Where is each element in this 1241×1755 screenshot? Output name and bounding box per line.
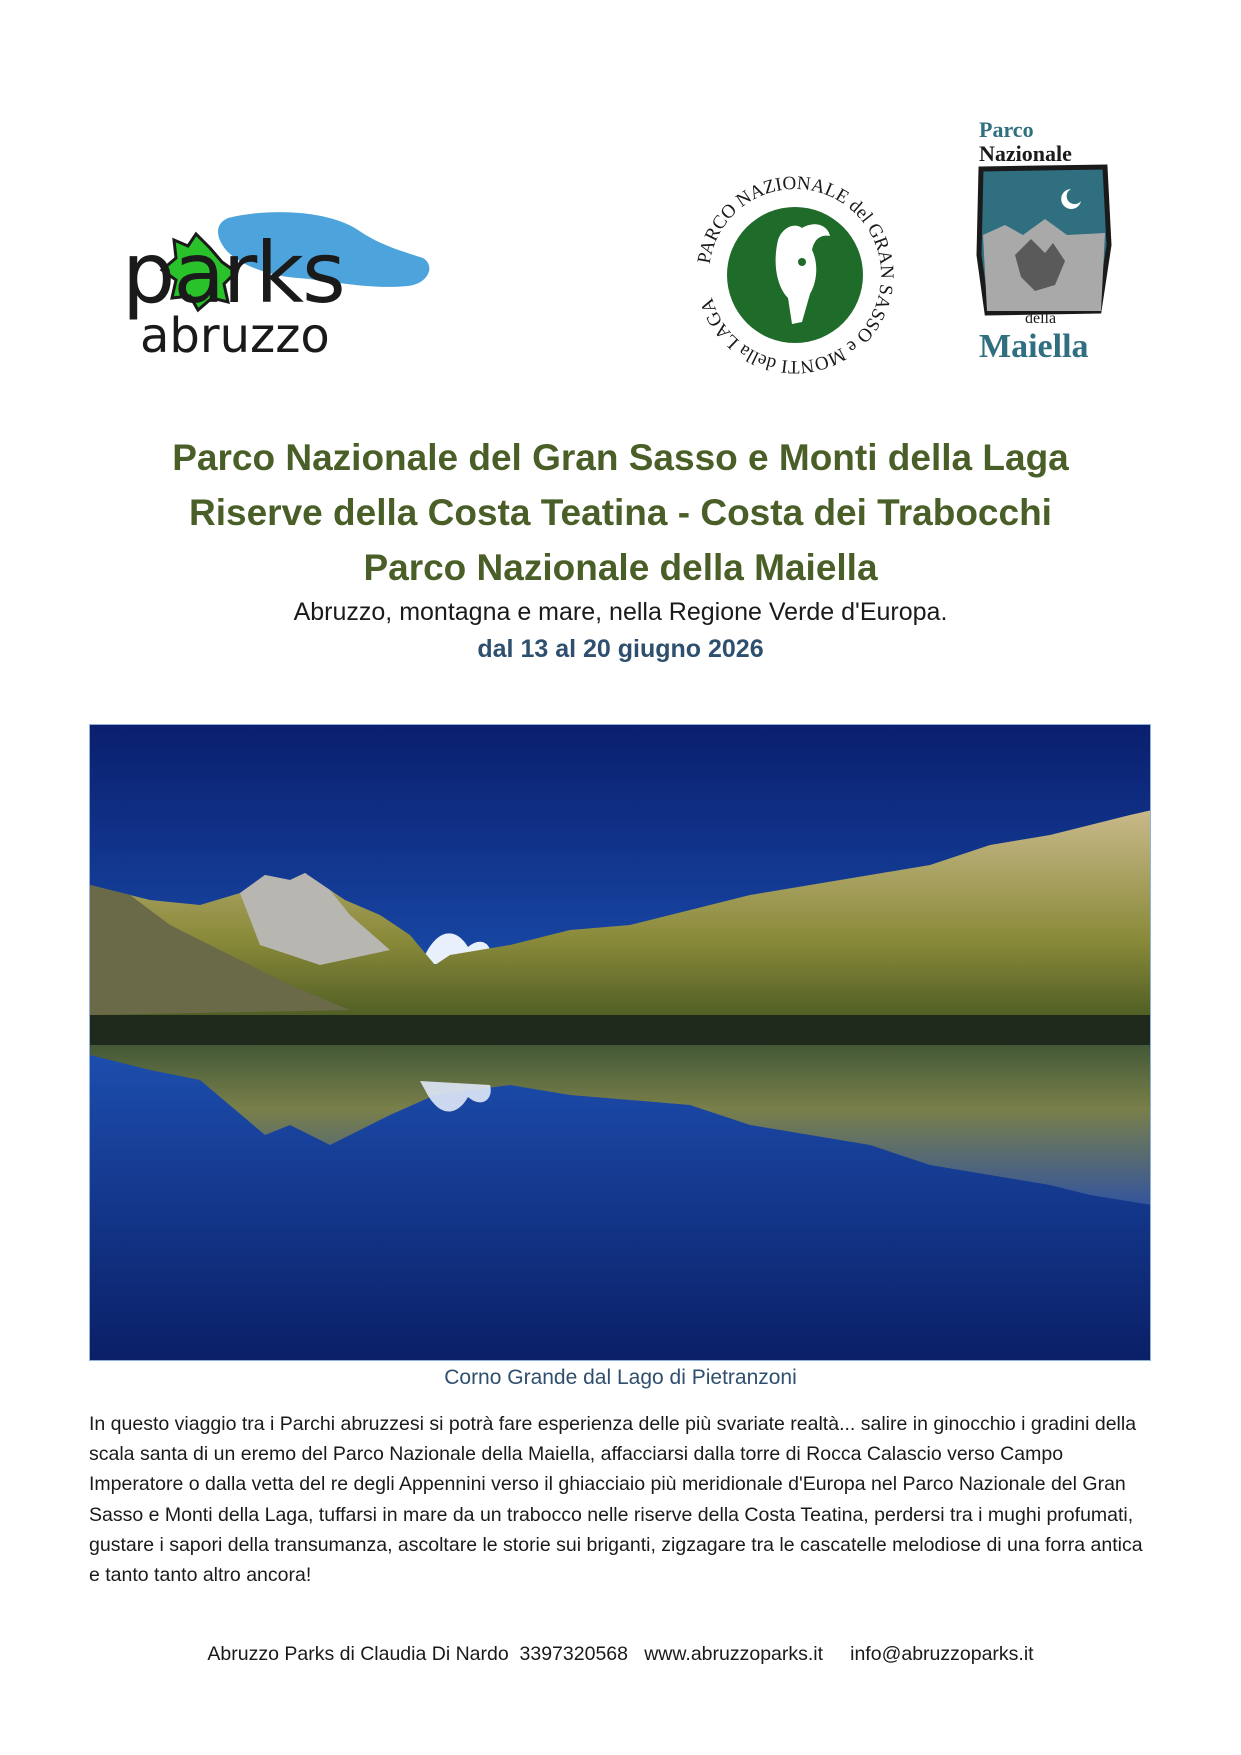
gran-sasso-park-logo-graphic bbox=[690, 170, 900, 380]
svg-text:della: della bbox=[1025, 310, 1057, 327]
title-line-2: Riserve della Costa Teatina - Costa dei Trabocchi bbox=[189, 492, 1052, 533]
maiella-park-logo bbox=[975, 115, 1115, 365]
parks-abruzzo-logo bbox=[118, 200, 438, 370]
title-line-3: Parco Nazionale della Maiella bbox=[363, 547, 878, 588]
title-line-1: Parco Nazionale del Gran Sasso e Monti della Laga bbox=[172, 437, 1069, 478]
gran-sasso-park-logo bbox=[690, 170, 900, 380]
svg-text:Maiella: Maiella bbox=[979, 328, 1089, 365]
tour-dates: dal 13 al 20 giugno 2026 bbox=[477, 635, 764, 663]
heading-block bbox=[0, 430, 1241, 669]
svg-text:PARCO NAZIONALE del GRAN SASSO: PARCO NAZIONALE del GRAN SASSO e MONTI della LAGA bbox=[693, 172, 898, 378]
lake-mountain-photo bbox=[90, 725, 1151, 1361]
svg-text:Nazionale: Nazionale bbox=[979, 141, 1072, 166]
svg-text:parks: parks bbox=[122, 224, 344, 322]
hero-photo bbox=[89, 724, 1151, 1361]
footer-contact: Abruzzo Parks di Claudia Di Nardo 3397320568 www.abruzzoparks.it info@abruzzoparks.it bbox=[207, 1643, 1034, 1665]
subtitle: Abruzzo, montagna e mare, nella Regione Verde d'Europa. bbox=[293, 598, 948, 626]
svg-text:Parco: Parco bbox=[979, 117, 1034, 142]
description-paragraph: In questo viaggio tra i Parchi abruzzesi si potrà fare esperienza delle più svariate realtà... salire in ginocchio i gradini della scala santa di un eremo del Parco Nazionale della Maiella, affacciarsi dalla torre di Rocca Calascio verso Campo Imperatore o dalla vetta del re degli Appennini verso il ghiacciaio più meridionale d'Europa nel Parco Nazionale del Gran Sasso e Monti della Laga, tuffarsi in mare da un trabocco nelle riserve della Costa Teatina, perdersi tra i mughi profumati, gustare i sapori della transumanza, ascoltare le storie sui briganti, zigzagare tra le cascatelle melodiose di una forra antica e tanto tanto altro ancora! bbox=[89, 1413, 1143, 1587]
svg-text:abruzzo: abruzzo bbox=[140, 308, 330, 364]
parks-abruzzo-logo-graphic bbox=[118, 200, 438, 370]
maiella-park-logo-graphic bbox=[975, 115, 1115, 365]
photo-caption: Corno Grande dal Lago di Pietranzoni bbox=[444, 1366, 797, 1389]
